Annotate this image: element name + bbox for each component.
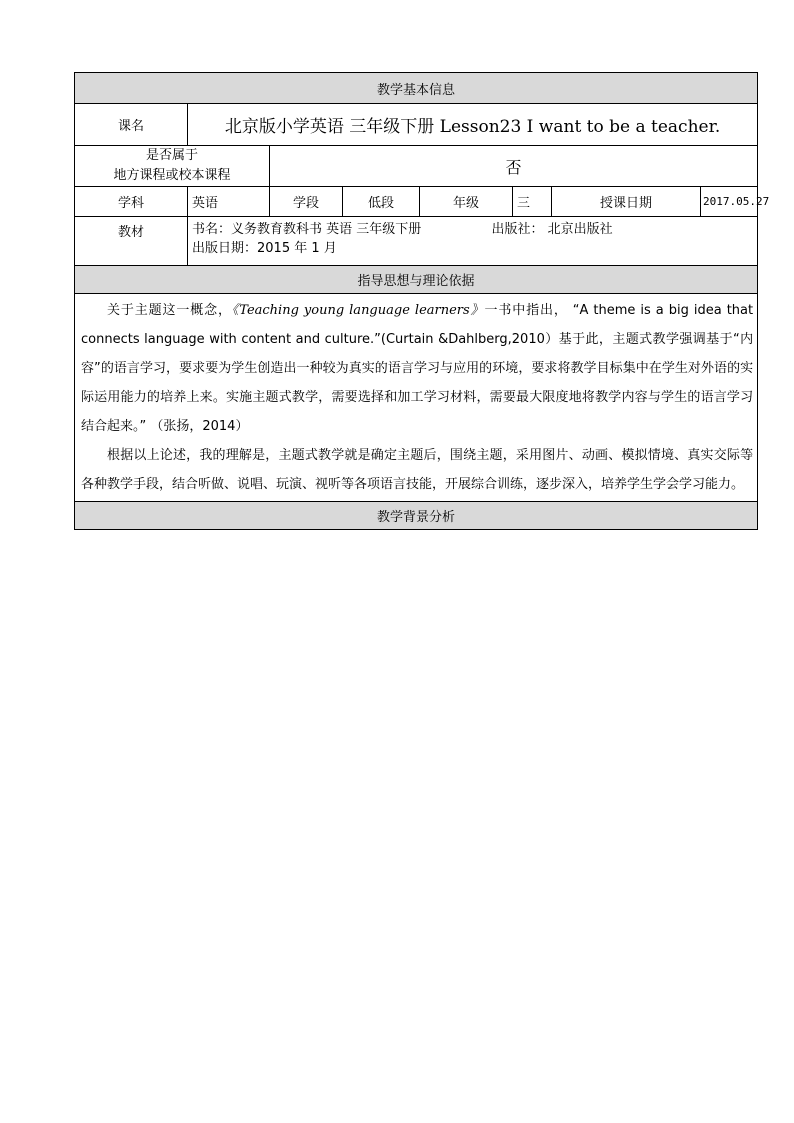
local-course-label-line1: 是否属于 bbox=[145, 148, 198, 163]
book-name: 书名：义务教育教科书 英语 三年级下册 bbox=[192, 222, 422, 237]
subject-label: 学科 bbox=[75, 187, 188, 217]
stage-value: 低段 bbox=[343, 187, 420, 217]
publisher: 出版社： 北京出版社 bbox=[491, 222, 613, 237]
textbook-label: 教材 bbox=[75, 217, 188, 266]
guide-paragraph-2: 根据以上论述，我的理解是，主题式教学就是确定主题后，围绕主题，采用图片、动画、模拟情境、真实交际等各种教学手段，结合听做、说唱、玩演、视听等各项语言技能，开展综合训练，逐步深入，培养学生学会学习能力。 bbox=[81, 448, 754, 492]
lesson-plan-sheet bbox=[74, 72, 770, 530]
subject-value: 英语 bbox=[188, 187, 270, 217]
guide-p1-book-title: 《Teaching young language learners》 bbox=[231, 303, 485, 318]
course-label: 课名 bbox=[75, 104, 188, 146]
publish-date: 出版日期：2015 年 1 月 bbox=[192, 241, 337, 256]
local-course-label-line2: 地方课程或校本课程 bbox=[113, 168, 231, 183]
textbook-line-1 bbox=[192, 220, 753, 239]
guide-p1-intro: 关于主题这一概念， bbox=[107, 303, 232, 318]
local-course-label bbox=[75, 146, 270, 187]
stage-label: 学段 bbox=[270, 187, 343, 217]
grade-value: 三 bbox=[513, 187, 552, 217]
grade-label: 年级 bbox=[420, 187, 513, 217]
guiding-principles-text bbox=[75, 294, 758, 502]
guide-p1-body: 一书中指出， “A theme is a big idea that connects language with content and culture.”(Curtain &Dahlberg,2010）基于此，主题式教学强调基于“内容”的语言学习，要求要为学生创造出一种较为真实的语言学习与应用的环境，要求将教学目标集中在学生对外语的实际运用能力的培养上来。实施主题式教学，需要选择和加工学习材料，需要最大限度地将教学内容与学生的语言学习结合起来。” （张扬，2014） bbox=[81, 303, 754, 434]
date-label: 授课日期 bbox=[552, 187, 701, 217]
course-title: 北京版小学英语 三年级下册 Lesson23 I want to be a teacher. bbox=[188, 104, 758, 146]
section-header-guiding-principles: 指导思想与理论依据 bbox=[75, 266, 758, 294]
basic-info-table bbox=[74, 72, 770, 530]
section-header-teaching-background: 教学背景分析 bbox=[75, 502, 758, 530]
date-value: 2017.05.27 bbox=[701, 187, 758, 217]
textbook-info bbox=[188, 217, 758, 266]
guide-paragraph-1 bbox=[81, 296, 753, 441]
local-course-value: 否 bbox=[270, 146, 758, 187]
section-header-basic-info: 教学基本信息 bbox=[75, 73, 758, 104]
